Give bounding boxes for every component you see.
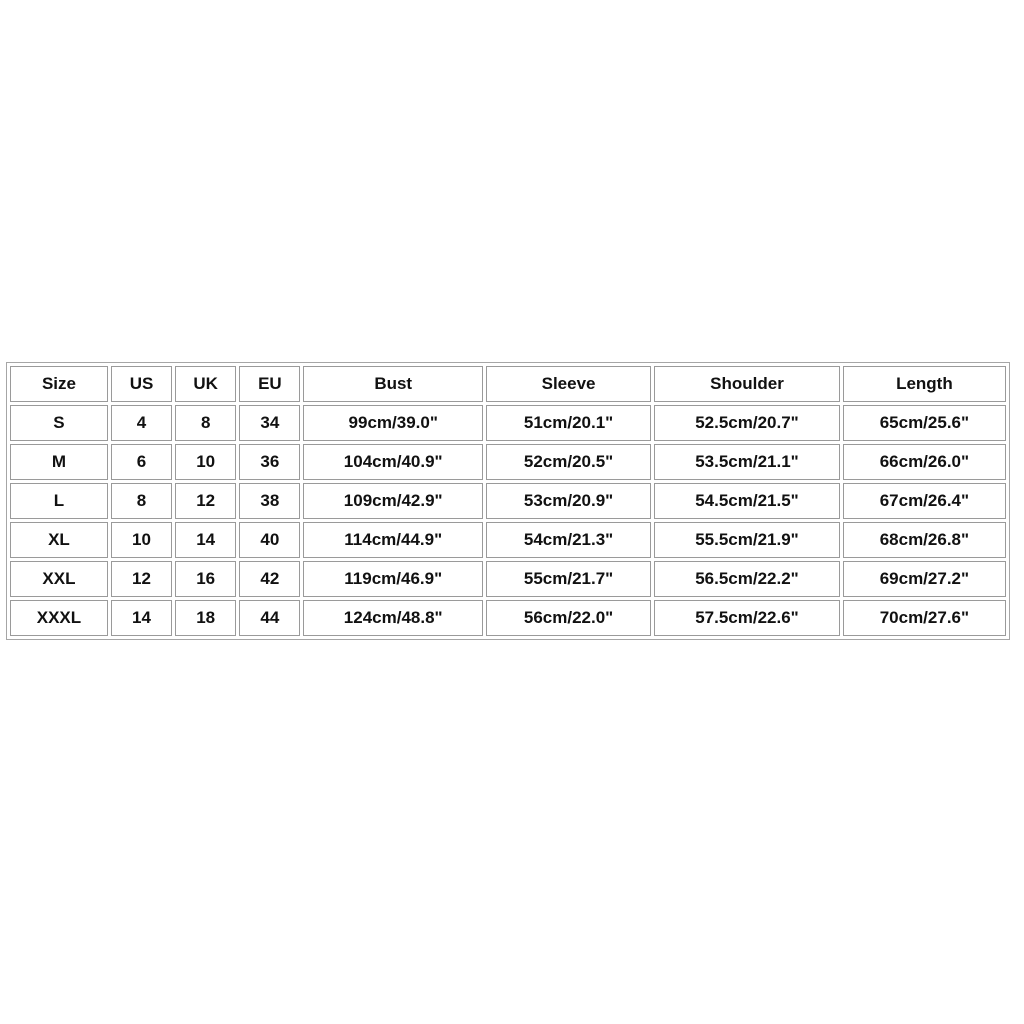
table-row — [10, 444, 1006, 480]
cell-length: 69cm/27.2" — [843, 561, 1006, 597]
header-sleeve: Sleeve — [486, 366, 651, 402]
cell-size: L — [10, 483, 108, 519]
cell-uk: 18 — [175, 600, 236, 636]
cell-bust: 114cm/44.9" — [303, 522, 482, 558]
header-length: Length — [843, 366, 1006, 402]
cell-length: 66cm/26.0" — [843, 444, 1006, 480]
cell-shoulder: 53.5cm/21.1" — [654, 444, 840, 480]
cell-size: XXL — [10, 561, 108, 597]
table-row — [10, 405, 1006, 441]
cell-eu: 34 — [239, 405, 300, 441]
table-row — [10, 483, 1006, 519]
cell-uk: 14 — [175, 522, 236, 558]
cell-eu: 40 — [239, 522, 300, 558]
cell-bust: 109cm/42.9" — [303, 483, 482, 519]
cell-us: 12 — [111, 561, 172, 597]
cell-shoulder: 54.5cm/21.5" — [654, 483, 840, 519]
cell-bust: 124cm/48.8" — [303, 600, 482, 636]
cell-length: 67cm/26.4" — [843, 483, 1006, 519]
cell-eu: 38 — [239, 483, 300, 519]
cell-uk: 12 — [175, 483, 236, 519]
cell-us: 4 — [111, 405, 172, 441]
cell-us: 14 — [111, 600, 172, 636]
cell-sleeve: 54cm/21.3" — [486, 522, 651, 558]
cell-sleeve: 52cm/20.5" — [486, 444, 651, 480]
table-row — [10, 600, 1006, 636]
header-bust: Bust — [303, 366, 482, 402]
cell-us: 8 — [111, 483, 172, 519]
cell-us: 6 — [111, 444, 172, 480]
cell-shoulder: 57.5cm/22.6" — [654, 600, 840, 636]
cell-eu: 36 — [239, 444, 300, 480]
cell-bust: 104cm/40.9" — [303, 444, 482, 480]
table-row — [10, 522, 1006, 558]
cell-bust: 99cm/39.0" — [303, 405, 482, 441]
size-chart-table — [6, 362, 1010, 640]
cell-size: S — [10, 405, 108, 441]
cell-uk: 8 — [175, 405, 236, 441]
cell-bust: 119cm/46.9" — [303, 561, 482, 597]
cell-uk: 10 — [175, 444, 236, 480]
header-eu: EU — [239, 366, 300, 402]
header-size: Size — [10, 366, 108, 402]
cell-length: 65cm/25.6" — [843, 405, 1006, 441]
cell-sleeve: 55cm/21.7" — [486, 561, 651, 597]
header-us: US — [111, 366, 172, 402]
cell-eu: 44 — [239, 600, 300, 636]
cell-shoulder: 52.5cm/20.7" — [654, 405, 840, 441]
cell-sleeve: 56cm/22.0" — [486, 600, 651, 636]
cell-shoulder: 56.5cm/22.2" — [654, 561, 840, 597]
table-header-row — [10, 366, 1006, 402]
cell-size: M — [10, 444, 108, 480]
cell-us: 10 — [111, 522, 172, 558]
cell-sleeve: 53cm/20.9" — [486, 483, 651, 519]
cell-length: 70cm/27.6" — [843, 600, 1006, 636]
cell-size: XL — [10, 522, 108, 558]
table-row — [10, 561, 1006, 597]
header-uk: UK — [175, 366, 236, 402]
cell-shoulder: 55.5cm/21.9" — [654, 522, 840, 558]
cell-size: XXXL — [10, 600, 108, 636]
cell-eu: 42 — [239, 561, 300, 597]
cell-sleeve: 51cm/20.1" — [486, 405, 651, 441]
cell-length: 68cm/26.8" — [843, 522, 1006, 558]
cell-uk: 16 — [175, 561, 236, 597]
header-shoulder: Shoulder — [654, 366, 840, 402]
